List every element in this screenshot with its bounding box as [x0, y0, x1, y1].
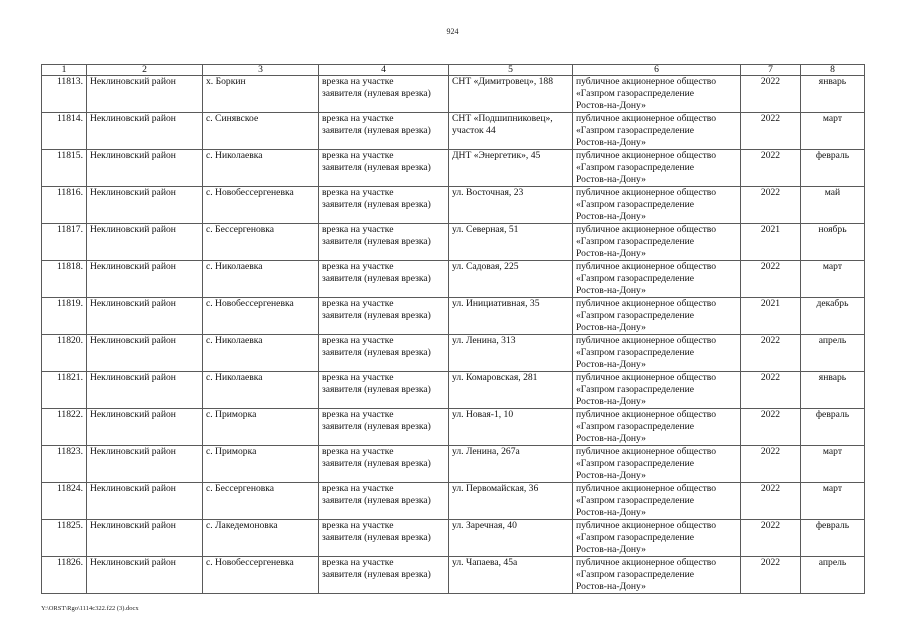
district-cell: Неклиновский район — [87, 520, 203, 557]
address-cell — [449, 187, 573, 224]
table-row — [42, 224, 865, 261]
organization-line: публичное акционерное общество — [576, 557, 717, 568]
row-number-cell: 11813. — [42, 76, 87, 113]
work-type-cell — [319, 187, 449, 224]
settlement-cell: с. Николаевка — [203, 335, 319, 372]
address-line: ул. Северная, 51 — [452, 224, 519, 235]
work-type-line: врезка на участке — [322, 372, 394, 383]
year-cell: 2022 — [741, 187, 801, 224]
file-path-footer: Y:\ORST\Rgo\1114с322.f22 (3).docx — [41, 605, 139, 612]
organization-cell — [573, 261, 741, 298]
work-type-line: врезка на участке — [322, 335, 394, 346]
organization-line: публичное акционерное общество — [576, 298, 717, 309]
work-type-line: заявителя (нулевая врезка) — [322, 162, 431, 173]
month-cell: январь — [801, 76, 865, 113]
organization-cell — [573, 483, 741, 520]
address-line: ул. Новая-1, 10 — [452, 409, 514, 420]
organization-line: Ростов-на-Дону» — [576, 100, 646, 111]
column-header: 6 — [573, 65, 741, 76]
work-type-line: заявителя (нулевая врезка) — [322, 421, 431, 432]
year-cell: 2022 — [741, 483, 801, 520]
row-number-cell: 11822. — [42, 409, 87, 446]
address-line: ул. Чапаева, 45а — [452, 557, 518, 568]
month-cell: март — [801, 483, 865, 520]
organization-line: «Газпром газораспределение — [576, 421, 694, 432]
organization-cell — [573, 520, 741, 557]
row-number-cell: 11821. — [42, 372, 87, 409]
address-line: ДНТ «Энергетик», 45 — [452, 150, 541, 161]
settlement-cell: с. Лакедемоновка — [203, 520, 319, 557]
organization-line: публичное акционерное общество — [576, 150, 717, 161]
table-row — [42, 261, 865, 298]
row-number-cell: 11816. — [42, 187, 87, 224]
organization-cell — [573, 150, 741, 187]
column-header: 2 — [87, 65, 203, 76]
address-cell — [449, 261, 573, 298]
settlement-cell: с. Бессергеновка — [203, 483, 319, 520]
work-type-cell — [319, 113, 449, 150]
organization-line: публичное акционерное общество — [576, 446, 717, 457]
organization-line: Ростов-на-Дону» — [576, 470, 646, 481]
work-type-line: заявителя (нулевая врезка) — [322, 273, 431, 284]
year-cell: 2022 — [741, 261, 801, 298]
row-number-cell: 11817. — [42, 224, 87, 261]
address-cell — [449, 446, 573, 483]
month-cell: февраль — [801, 150, 865, 187]
address-cell — [449, 113, 573, 150]
address-cell — [449, 224, 573, 261]
month-cell: апрель — [801, 335, 865, 372]
column-header: 3 — [203, 65, 319, 76]
work-type-line: заявителя (нулевая врезка) — [322, 384, 431, 395]
district-cell: Неклиновский район — [87, 298, 203, 335]
work-type-line: заявителя (нулевая врезка) — [322, 236, 431, 247]
work-type-cell — [319, 150, 449, 187]
column-header: 8 — [801, 65, 865, 76]
organization-line: публичное акционерное общество — [576, 187, 717, 198]
organization-line: «Газпром газораспределение — [576, 495, 694, 506]
row-number-cell: 11820. — [42, 335, 87, 372]
table-row — [42, 520, 865, 557]
work-type-line: врезка на участке — [322, 446, 394, 457]
district-cell: Неклиновский район — [87, 224, 203, 261]
work-type-cell — [319, 557, 449, 594]
work-type-line: врезка на участке — [322, 261, 394, 272]
row-number-cell: 11818. — [42, 261, 87, 298]
work-type-cell — [319, 483, 449, 520]
year-cell: 2022 — [741, 150, 801, 187]
column-header: 5 — [449, 65, 573, 76]
organization-cell — [573, 372, 741, 409]
table-row — [42, 298, 865, 335]
address-line: СНТ «Димитровец», 188 — [452, 76, 554, 87]
organization-line: «Газпром газораспределение — [576, 162, 694, 173]
work-type-line: врезка на участке — [322, 520, 394, 531]
row-number-cell: 11823. — [42, 446, 87, 483]
organization-line: публичное акционерное общество — [576, 224, 717, 235]
work-type-cell — [319, 224, 449, 261]
month-cell: февраль — [801, 520, 865, 557]
district-cell: Неклиновский район — [87, 409, 203, 446]
year-cell: 2022 — [741, 335, 801, 372]
work-type-cell — [319, 298, 449, 335]
work-type-line: врезка на участке — [322, 113, 394, 124]
organization-line: «Газпром газораспределение — [576, 273, 694, 284]
header-row — [42, 65, 865, 76]
table-row — [42, 409, 865, 446]
organization-line: «Газпром газораспределение — [576, 199, 694, 210]
table-row — [42, 113, 865, 150]
organization-cell — [573, 298, 741, 335]
page-number: 924 — [446, 27, 459, 36]
organization-line: Ростов-на-Дону» — [576, 396, 646, 407]
organization-line: Ростов-на-Дону» — [576, 285, 646, 296]
organization-cell — [573, 446, 741, 483]
work-type-line: врезка на участке — [322, 298, 394, 309]
year-cell: 2021 — [741, 224, 801, 261]
settlement-cell: с. Николаевка — [203, 372, 319, 409]
settlement-cell: с. Новобессергеневка — [203, 187, 319, 224]
organization-line: Ростов-на-Дону» — [576, 211, 646, 222]
work-type-line: врезка на участке — [322, 150, 394, 161]
organization-cell — [573, 409, 741, 446]
work-type-line: врезка на участке — [322, 483, 394, 494]
organization-line: Ростов-на-Дону» — [576, 322, 646, 333]
organization-line: публичное акционерное общество — [576, 483, 717, 494]
work-type-line: врезка на участке — [322, 409, 394, 420]
district-cell: Неклиновский район — [87, 335, 203, 372]
address-cell — [449, 409, 573, 446]
month-cell: май — [801, 187, 865, 224]
month-cell: январь — [801, 372, 865, 409]
work-type-line: заявителя (нулевая врезка) — [322, 347, 431, 358]
month-cell: ноябрь — [801, 224, 865, 261]
organization-line: Ростов-на-Дону» — [576, 174, 646, 185]
year-cell: 2022 — [741, 409, 801, 446]
work-type-line: врезка на участке — [322, 187, 394, 198]
organization-line: публичное акционерное общество — [576, 335, 717, 346]
settlement-cell: с. Приморка — [203, 446, 319, 483]
district-cell: Неклиновский район — [87, 113, 203, 150]
organization-line: «Газпром газораспределение — [576, 125, 694, 136]
settlement-cell: с. Новобессергеневка — [203, 298, 319, 335]
organization-line: «Газпром газораспределение — [576, 532, 694, 543]
year-cell: 2021 — [741, 298, 801, 335]
organization-cell — [573, 113, 741, 150]
table-row — [42, 335, 865, 372]
organization-line: публичное акционерное общество — [576, 520, 717, 531]
organization-line: «Газпром газораспределение — [576, 236, 694, 247]
month-cell: март — [801, 113, 865, 150]
table-row — [42, 557, 865, 594]
organization-line: Ростов-на-Дону» — [576, 248, 646, 259]
organization-line: публичное акционерное общество — [576, 372, 717, 383]
address-cell — [449, 335, 573, 372]
year-cell: 2022 — [741, 372, 801, 409]
organization-line: «Газпром газораспределение — [576, 384, 694, 395]
organization-line: «Газпром газораспределение — [576, 88, 694, 99]
organization-line: Ростов-на-Дону» — [576, 507, 646, 518]
district-cell: Неклиновский район — [87, 187, 203, 224]
row-number-cell: 11824. — [42, 483, 87, 520]
address-line: ул. Заречная, 40 — [452, 520, 517, 531]
year-cell: 2022 — [741, 113, 801, 150]
district-cell: Неклиновский район — [87, 372, 203, 409]
row-number-cell: 11826. — [42, 557, 87, 594]
work-type-line: врезка на участке — [322, 557, 394, 568]
work-type-line: заявителя (нулевая врезка) — [322, 125, 431, 136]
month-cell: март — [801, 446, 865, 483]
work-type-line: врезка на участке — [322, 76, 394, 87]
work-type-cell — [319, 261, 449, 298]
organization-cell — [573, 557, 741, 594]
address-cell — [449, 76, 573, 113]
address-line: ул. Комаровская, 281 — [452, 372, 538, 383]
row-number-cell: 11815. — [42, 150, 87, 187]
organization-line: Ростов-на-Дону» — [576, 137, 646, 148]
settlement-cell: с. Бессергеновка — [203, 224, 319, 261]
row-number-cell: 11825. — [42, 520, 87, 557]
organization-line: публичное акционерное общество — [576, 409, 717, 420]
work-type-line: заявителя (нулевая врезка) — [322, 310, 431, 321]
settlement-cell: с. Синявское — [203, 113, 319, 150]
year-cell: 2022 — [741, 520, 801, 557]
work-type-line: заявителя (нулевая врезка) — [322, 88, 431, 99]
table-row — [42, 483, 865, 520]
organization-cell — [573, 224, 741, 261]
table-row — [42, 150, 865, 187]
table-row — [42, 187, 865, 224]
settlement-cell: с. Новобессергеневка — [203, 557, 319, 594]
organization-cell — [573, 76, 741, 113]
address-cell — [449, 150, 573, 187]
address-line: СНТ «Подшипниковец», — [452, 113, 553, 124]
settlement-cell: х. Боркин — [203, 76, 319, 113]
settlement-cell: с. Николаевка — [203, 261, 319, 298]
table-row — [42, 76, 865, 113]
table-body — [42, 76, 865, 594]
organization-line: Ростов-на-Дону» — [576, 359, 646, 370]
address-cell — [449, 520, 573, 557]
address-cell — [449, 557, 573, 594]
work-type-line: заявителя (нулевая врезка) — [322, 569, 431, 580]
organization-line: «Газпром газораспределение — [576, 310, 694, 321]
address-cell — [449, 298, 573, 335]
organization-line: публичное акционерное общество — [576, 113, 717, 124]
address-cell — [449, 483, 573, 520]
district-cell: Неклиновский район — [87, 446, 203, 483]
work-type-line: заявителя (нулевая врезка) — [322, 458, 431, 469]
column-header: 7 — [741, 65, 801, 76]
year-cell: 2022 — [741, 446, 801, 483]
month-cell: март — [801, 261, 865, 298]
address-line: ул. Ленина, 267а — [452, 446, 520, 457]
district-cell: Неклиновский район — [87, 76, 203, 113]
work-type-line: заявителя (нулевая врезка) — [322, 532, 431, 543]
organization-line: Ростов-на-Дону» — [576, 433, 646, 444]
organization-line: «Газпром газораспределение — [576, 569, 694, 580]
settlement-cell: с. Николаевка — [203, 150, 319, 187]
year-cell: 2022 — [741, 557, 801, 594]
work-type-line: врезка на участке — [322, 224, 394, 235]
row-number-cell: 11814. — [42, 113, 87, 150]
work-type-cell — [319, 446, 449, 483]
month-cell: апрель — [801, 557, 865, 594]
address-line: участок 44 — [452, 125, 496, 136]
address-line: ул. Садовая, 225 — [452, 261, 519, 272]
month-cell: декабрь — [801, 298, 865, 335]
organization-line: Ростов-на-Дону» — [576, 581, 646, 592]
organization-line: публичное акционерное общество — [576, 261, 717, 272]
address-cell — [449, 372, 573, 409]
column-header: 1 — [42, 65, 87, 76]
address-line: ул. Инициативная, 35 — [452, 298, 540, 309]
year-cell: 2022 — [741, 76, 801, 113]
month-cell: февраль — [801, 409, 865, 446]
district-cell: Неклиновский район — [87, 150, 203, 187]
organization-line: «Газпром газораспределение — [576, 458, 694, 469]
address-line: ул. Восточная, 23 — [452, 187, 524, 198]
organization-cell — [573, 335, 741, 372]
row-number-cell: 11819. — [42, 298, 87, 335]
settlement-cell: с. Приморка — [203, 409, 319, 446]
organization-line: «Газпром газораспределение — [576, 347, 694, 358]
district-cell: Неклиновский район — [87, 557, 203, 594]
district-cell: Неклиновский район — [87, 483, 203, 520]
organization-cell — [573, 187, 741, 224]
work-type-line: заявителя (нулевая врезка) — [322, 199, 431, 210]
work-type-cell — [319, 372, 449, 409]
district-cell: Неклиновский район — [87, 261, 203, 298]
column-header: 4 — [319, 65, 449, 76]
work-type-line: заявителя (нулевая врезка) — [322, 495, 431, 506]
organization-line: публичное акционерное общество — [576, 76, 717, 87]
work-type-cell — [319, 409, 449, 446]
address-line: ул. Ленина, 313 — [452, 335, 516, 346]
work-type-cell — [319, 520, 449, 557]
gasification-table — [41, 64, 865, 594]
table-row — [42, 446, 865, 483]
address-line: ул. Первомайская, 36 — [452, 483, 539, 494]
organization-line: Ростов-на-Дону» — [576, 544, 646, 555]
work-type-cell — [319, 335, 449, 372]
work-type-cell — [319, 76, 449, 113]
table-row — [42, 372, 865, 409]
